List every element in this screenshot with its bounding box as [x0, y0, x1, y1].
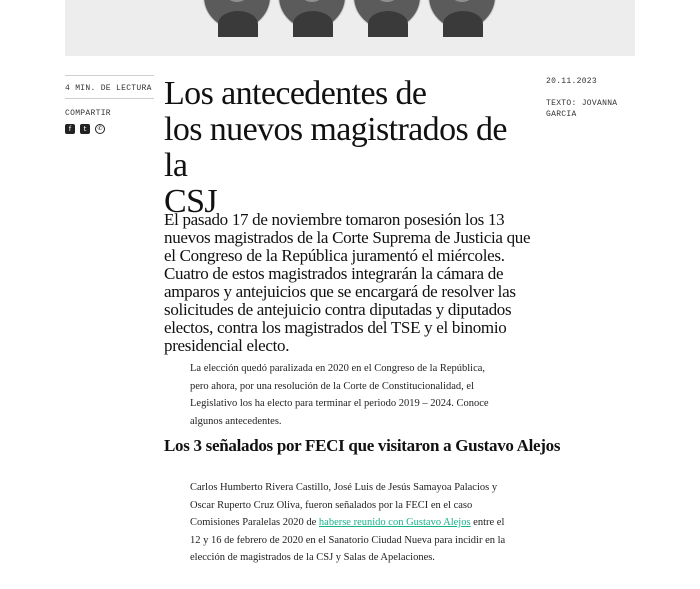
publish-date: 20.11.2023 [546, 77, 598, 86]
article-title [164, 76, 534, 220]
paragraph-text: entre el 12 y 16 de febrero de 2020 en el Sanatorio Ciudad Nueva para incidir en la elección de magistrados de la CSJ y Salas de Apelaciones. [190, 517, 506, 563]
twitter-icon[interactable]: t [80, 124, 90, 134]
body-paragraph: La elección quedó paralizada en 2020 en el Congreso de la República, pero ahora, por una resolución de la Corte de Constitucionalidad, el Legislativo los ha electo para terminar el periodo 2019 – 2024. Conoce algunos antecedentes. [190, 363, 489, 427]
body-paragraph [190, 479, 506, 567]
facebook-icon[interactable]: f [65, 124, 75, 134]
magistrate-portrait [278, 0, 346, 30]
magistrate-portrait [353, 0, 421, 30]
title-line: CSJ [164, 183, 218, 220]
article-meta-right [546, 76, 636, 120]
magistrate-portrait [203, 0, 271, 30]
section-heading: Los 3 señalados por FECI que visitaron a Gustavo Alejos [164, 436, 561, 455]
author-credit: TEXTO: JOVANNA GARCIA [546, 99, 618, 119]
share-icons [65, 124, 154, 134]
magistrate-portrait [428, 0, 496, 30]
title-line: los nuevos magistrados de la [164, 111, 507, 184]
article-meta-left [65, 75, 154, 134]
paragraph-text: Carlos Humberto Rivera Castillo, José Luis de Jesús Samayoa Palacios y Oscar Ruperto Cruz Oliva, fueron señalados por la FECI en el caso Comisiones Paralelas 2020 de [190, 482, 498, 528]
share-label: COMPARTIR [65, 109, 111, 118]
article-lede: El pasado 17 de noviembre tomaron posesión los 13 nuevos magistrados de la Corte Suprema de Justicia que el Congreso de la República juramentó el miércoles. Cuatro de estos magistrados integrarán la cámara de amparos y antejuicios que se encargará de resolver las solicitudes de antejuicio contra diputadas y diputados electos, contra los magistrados del TSE y el binomio presidencial electo. [164, 210, 531, 355]
hero-image-strip [65, 0, 635, 56]
title-line: Los antecedentes de [164, 75, 427, 112]
inline-link[interactable]: haberse reunido con Gustavo Alejos [318, 517, 471, 528]
divider [65, 98, 154, 99]
whatsapp-icon[interactable]: ✆ [95, 124, 105, 134]
read-time: 4 MIN. DE LECTURA [65, 84, 152, 93]
